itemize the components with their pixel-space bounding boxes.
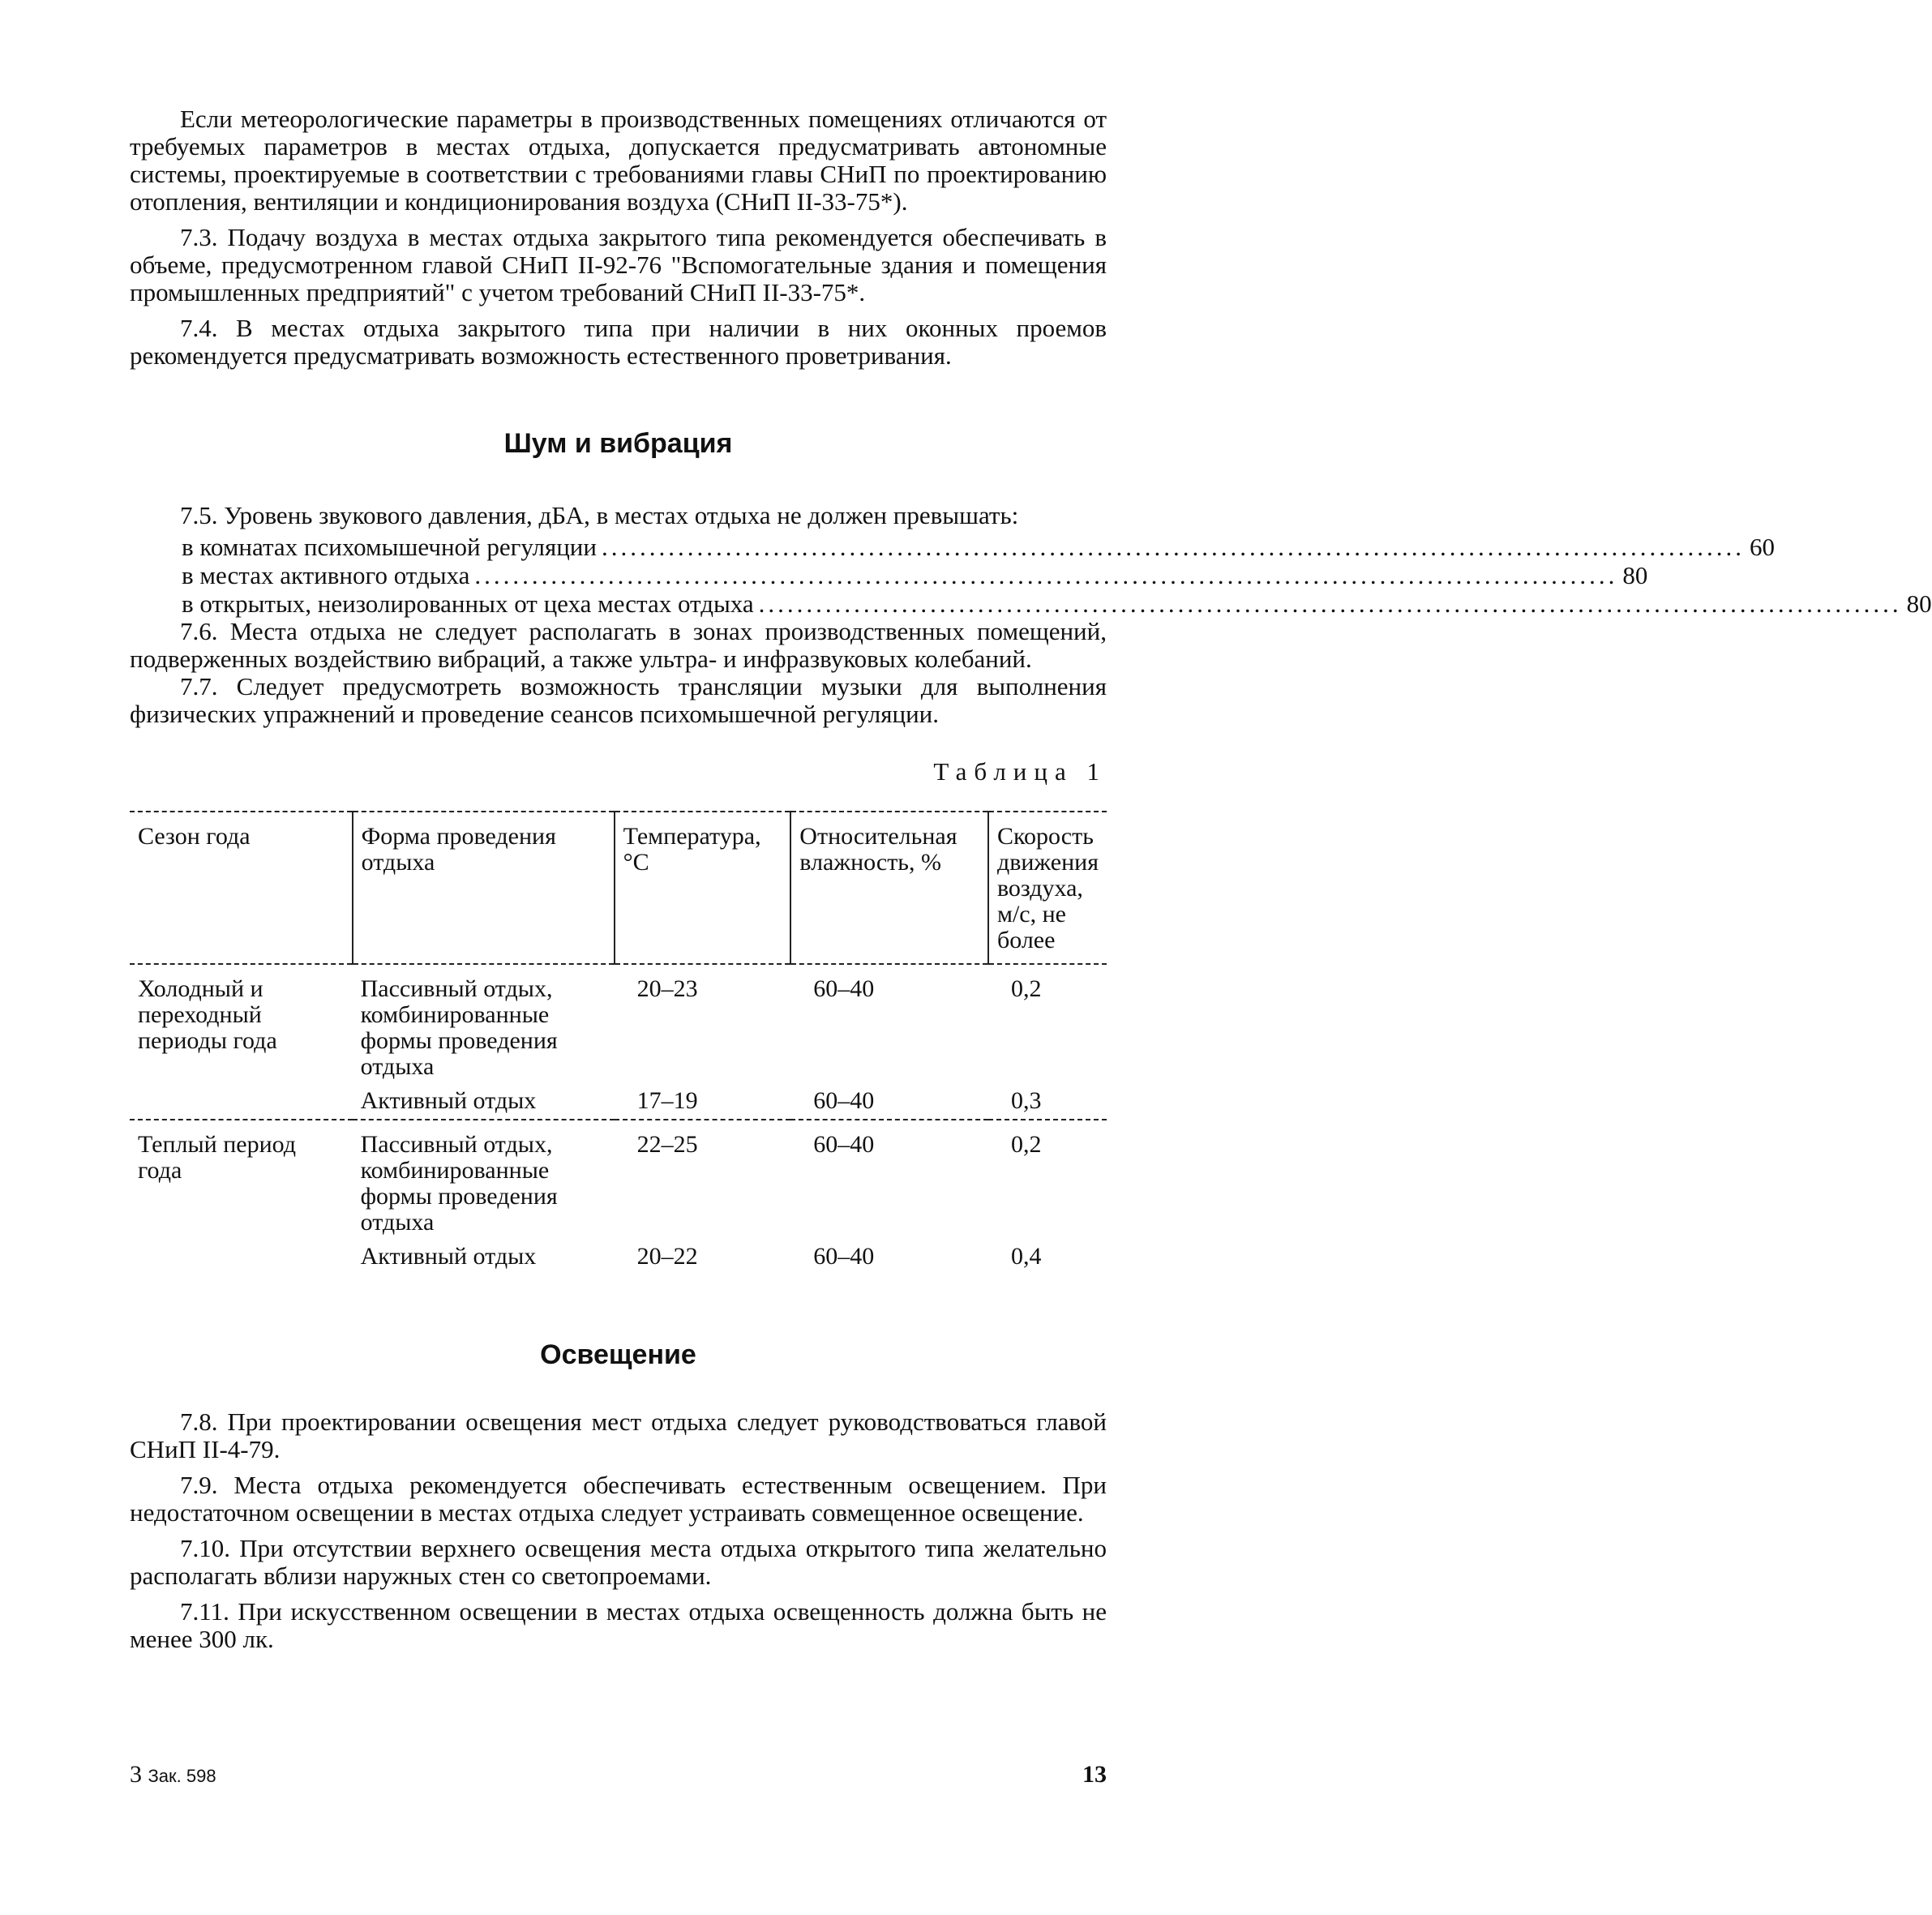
cell-form: Активный отдых xyxy=(360,1243,537,1270)
paragraph-7-9: 7.9. Места отдыха рекомендуется обеспечивать естественным освещением. При недостаточном освещении в местах отдыха следует устраивать совмещенное освещение. xyxy=(130,1471,1107,1527)
cell-temperature: 20–22 xyxy=(636,1243,698,1270)
noise-level-value: 60 xyxy=(1749,533,1775,561)
cell-humidity: 60–40 xyxy=(813,1131,875,1158)
cell-season: Теплый период года xyxy=(138,1131,297,1184)
cell-season: Холодный и переходный периоды года xyxy=(138,975,277,1054)
paragraph-7-7: 7.7. Следует предусмотреть возможность трансляции музыки для выполнения физических упражнений и проведение сеансов психомышечной регуляции. xyxy=(130,672,1107,728)
table-header-row xyxy=(130,812,1107,964)
cell-temperature: 17–19 xyxy=(615,1085,791,1120)
cell-form: Активный отдых xyxy=(353,1085,615,1120)
cell-air-speed: 0,2 xyxy=(1010,1131,1042,1158)
noise-level-label: в местах активного отдыха xyxy=(182,561,470,589)
leader-dots: ........................................................................................................................ xyxy=(758,589,1902,618)
cell-form: Пассивный отдых, комбинированные формы проведения отдыха xyxy=(360,975,558,1080)
paragraph-7-3: 7.3. Подачу воздуха в местах отдыха закрытого типа рекомендуется обеспечивать в объеме, предусмотренном главой СНиП II-92-76 "Вспомогательные здания и помещения промышленных предприятий" с учетом требований СНиП II-33-75*. xyxy=(130,223,1107,306)
section-heading-noise: Шум и вибрация xyxy=(503,428,733,459)
paragraph-intro: Если метеорологические параметры в производственных помещениях отличаются от требуемых параметров в местах отдыха, допускается предусматривать автономные системы, проектируемые в соответствии с требованиями главы СНиП по проектированию отопления, вентиляции и кондиционирования воздуха (СНиП II-33-75*). xyxy=(130,105,1107,216)
cell-season xyxy=(130,1240,353,1275)
cell-humidity: 60–40 xyxy=(813,1243,875,1270)
document-page xyxy=(130,105,1932,1653)
page-number: 13 xyxy=(1082,1761,1107,1788)
paragraph-7-8: 7.8. При проектировании освещения мест отдыха следует руководствоваться главой СНиП II-4-79. xyxy=(130,1407,1107,1463)
footer-order-number: Зак. 598 xyxy=(148,1766,216,1786)
section-heading-lighting: Освещение xyxy=(540,1339,696,1370)
noise-level-label: в комнатах психомышечной регуляции xyxy=(182,533,597,561)
header-air-speed: Скорость движения воздуха, м/с, не более xyxy=(988,812,1107,964)
table-row xyxy=(130,1240,1107,1275)
header-temperature: Температура, °С xyxy=(615,812,791,964)
paragraph-7-4: 7.4. В местах отдыха закрытого типа при наличии в них оконных проемов рекомендуется предусматривать возможность естественного проветривания. xyxy=(130,314,1107,370)
cell-air-speed: 0,2 xyxy=(1010,975,1042,1002)
cell-air-speed: 0,4 xyxy=(1010,1243,1042,1270)
cell-temperature: 20–23 xyxy=(636,975,698,1002)
header-form: Форма проведения отдыха xyxy=(353,812,615,964)
table-row xyxy=(130,1085,1107,1120)
header-season: Сезон года xyxy=(130,812,353,964)
paragraph-7-11: 7.11. При искусственном освещении в местах отдыха освещенность должна быть не менее 300 лк. xyxy=(130,1597,1107,1653)
footer-print-info xyxy=(130,1761,216,1789)
cell-season xyxy=(130,1085,353,1120)
noise-level-item xyxy=(182,561,1648,589)
leader-dots: ........................................................................................................................ xyxy=(601,533,1745,561)
paragraph-7-6: 7.6. Места отдыха не следует располагать в зонах производственных помещений, подверженных воздействию вибраций, а также ультра- и инфразвуковых колебаний. xyxy=(130,617,1107,673)
table-row xyxy=(130,964,1107,1085)
noise-level-value: 80 xyxy=(1622,561,1648,589)
cell-humidity: 60–40 xyxy=(790,1085,988,1120)
paragraph-7-10: 7.10. При отсутствии верхнего освещения места отдыха открытого типа желательно располагать вблизи наружных стен со светопроемами. xyxy=(130,1534,1107,1590)
cell-temperature: 22–25 xyxy=(636,1131,698,1158)
noise-level-value: 80 xyxy=(1906,589,1932,618)
footer-sheet-number: 3 xyxy=(130,1761,142,1788)
noise-level-item xyxy=(182,589,1932,618)
header-humidity: Относительная влажность, % xyxy=(790,812,988,964)
paragraph-7-5: 7.5. Уровень звукового давления, дБА, в местах отдыха не должен превышать: xyxy=(180,501,1019,529)
cell-air-speed: 0,3 xyxy=(988,1085,1107,1120)
cell-humidity: 60–40 xyxy=(813,975,875,1002)
table-caption: Таблица 1 xyxy=(933,757,1107,786)
leader-dots: ........................................................................................................................ xyxy=(474,561,1618,589)
cell-form: Пассивный отдых, комбинированные формы проведения отдыха xyxy=(360,1131,558,1236)
noise-level-label: в открытых, неизолированных от цеха местах отдыха xyxy=(182,589,754,618)
noise-level-item xyxy=(182,533,1775,561)
table-row xyxy=(130,1120,1107,1240)
microclimate-table xyxy=(130,811,1107,1275)
noise-level-list xyxy=(182,533,1932,618)
page-footer xyxy=(130,1761,1107,1793)
